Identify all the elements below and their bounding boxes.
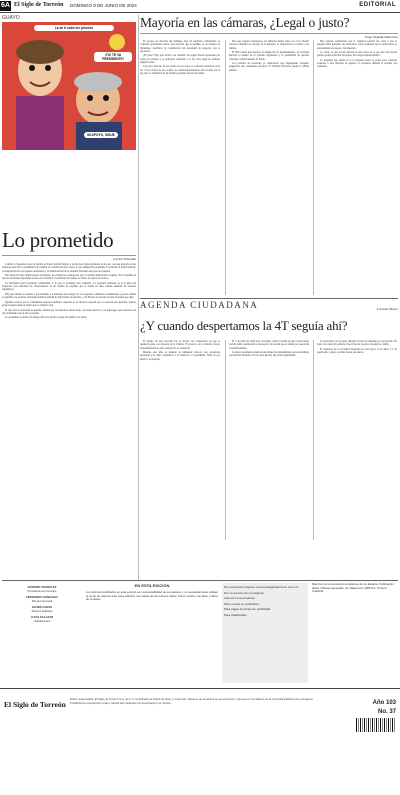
service-item: Por suscripción ingrese a www.elsiglodetorreon.com.mx [224,585,299,589]
issue-date: DOMINGO 9 DE JUNIO DE 2024 [70,3,137,8]
services-box [222,583,308,683]
service-item: Para pagar anuncios de publicidad [224,607,271,612]
paragraph: La oposición, por su parte, enfrenta la tarea de entender por qué perdió. No basta con culpar al gobierno: hace falta un proyecto alternativo creíble. [317,340,397,347]
paragraph: El 2 de junio de 2024 será recordado como la fecha en que el electorado decidió darle continuidad a un proyecto de nación que se define por oposición al neoliberalismo. [229,340,309,350]
issue-number: No. 37 [377,709,396,715]
article-column [229,340,309,540]
service-item: Por su servicio de mensajería [224,590,264,595]
article-title: Lo prometido [2,228,114,252]
section-divider [140,298,398,299]
column-divider [313,40,314,295]
contact-text: Miembro de la Asociación de Editores de los Estados. Publicación diaria. Oficinas generales: Av. Matamoros 1056 Pte. Torreón, Coahuila. [312,582,394,594]
service-item: Para ventas en publicidad [224,601,259,606]
contact-box [312,583,398,683]
paragraph: El reto para la oposición es enorme. Tendrá que reconstruirse desde abajo, con ideas nuevas y con liderazgos que conecten con una ciudadanía que le dio la espalda. [2,308,136,315]
paragraph: Con poco más del 54 por ciento de los votos, la coalición obtendría cerca del 73 por ciento de los escaños. La sobrerrepresentación está acotada por la ley, pero la aritmética de las alianzas permite rebasar ese límite. [140,65,220,76]
section-divider [2,580,398,581]
speech-bubble: ¡TÚ! TE VA PRESIDENTE! [94,52,132,62]
paragraph: Cambió la Suprema Corte de Justicia el Poder Judicial llegará a la elección. Quien gobierna en el país, con una mayoría en las cámaras, tiene hoy la posibilidad de cambiar la Constitución para lograr lo que siempre ha prometido. La reforma al Poder Judicial, la desaparición de los órganos autónomos y la militarización de la Guardia Nacional son parte del paquete. [2,263,136,273]
service-item: Para clasificados [224,612,247,617]
article-title: Mayoría en las cámaras, ¿Legal o justo? [140,15,350,30]
paragraph: Para que existan contrapesos, las minorías deben tener voz. Si el diseño electoral amplifica la ventaja de la mayoría, la deliberación se reduce a un trámite. [229,40,309,50]
article-column [140,340,220,540]
page-number: 6A [1,2,10,9]
column-name: AGENDA CIUDADANA [140,300,259,310]
article-body [2,263,136,567]
article-column [317,40,397,295]
paragraph: Hay que tomarle la palabra a lo prometido. La iniciativa para elegir por voto popular a ministros, magistrados y jueces cambia el equilibrio de poderes. Sin independencia judicial no hay Estado de derecho, y sin Estado de derecho no hay inversión que dure. [2,292,136,300]
legal-text: Editor responsable: El Siglo de Torreón S.A. de C.V. Certificado de licitud de título y contenido. Reserva de derechos al uso exclusivo. Impreso en los talleres de la Compañía Editora de La Laguna. Prohibida la reproducción total o parcial del contenido sin autorización por escrito. [70,697,314,705]
paragraph: El INE tendrá que resolver la asignación de plurinominales. Su decisión marcará el rumbo de la próxima legislatura y la posibilidad de aprobar reformas constitucionales de fondo. [229,51,309,61]
newspaper-logo: El Siglo de Torreón [4,700,66,709]
note-text: Los artículos publicados en esta sección son responsabilidad de sus autores y no necesariamente reflejan el punto de vista de esta casa editorial. Las cartas de los lectores deben incluir nombre completo y datos de contacto. [86,590,218,602]
column-divider [313,340,314,540]
paragraph: Esta mayoría tiene implicaciones profundas: no existen los contrapesos que el sistema democrático requiere. En la medida en que las decisiones dependan de una sola voluntad, la rendición de cuentas se vuelve un ejercicio retórico. [2,274,136,281]
editorial-cartoon [2,22,136,150]
article-column [140,40,220,295]
article-byline: Carlos Elizondo [113,257,136,261]
paragraph: El proceso de elección del domingo dejó un resultado contundente: la coalición gobernante obtuvo una mayoría que le permite, en la Cámara de Diputados, modificar la Constitución sin necesidad de negociar con la oposición. [140,40,220,53]
paragraph: ¿Es justo? Hay que decirlo con claridad: las reglas fueron aprobadas por todos los partidos y se aplicaron conforme a la ley. Pero legal no siempre significa justo. [140,54,220,64]
staff-role: Presidente del Consejo [27,589,57,593]
paragraph: Durante seis años se anunció su inminente derrota. Los opositores apostaron a la crisis económica, a la violencia, a la pandemia. Nada de eso movió a la mayoría. [140,351,220,361]
volume-year: Año 103 [372,700,396,706]
speech-bubble: MI APOYO, SIGUE [84,132,118,138]
staff-name: FERNANDO GONZÁLEZ [25,595,58,599]
staff-name: LUCÍA SALAZAR [30,615,54,619]
staff-role: Subdirectora [34,619,50,623]
page-header [0,0,400,13]
section-name: EDITORIAL [359,2,396,8]
divider [2,255,136,256]
column-divider [138,15,139,580]
cartoonist-name: GUAYO [2,15,20,21]
paragraph: La Presidenta electa prometió continuidad. Y lo que se prometió será cumplido. La pregunta relevante es si el país está preparado para enfrentar las consecuencias de un cambio de régimen que se decide en unas cuantas semanas de sesiones legislativas. [2,281,136,292]
paragraph: Los partidos de oposición ya anunciaron que impugnarán cualquier asignación que consideren excesiva. El Tribunal Electoral tendrá la última palabra. [229,62,309,72]
editorial-note [86,583,218,683]
paper-name: El Siglo de Torreón [14,2,64,8]
column-divider [225,40,226,295]
column-divider [225,340,226,540]
article-byline: Jorge Zepeda Patterson [364,35,398,39]
paragraph: La pregunta que queda es si la mayoría usará su poder para construir acuerdos o para imponer su agenda. La respuesta definirá el sexenio que comienza. [317,58,397,69]
staff-name: JAVIER GARZA [31,605,53,609]
cartoon-illustration [2,22,136,150]
note-title: EN ESTA EDICIÓN [134,583,170,588]
paragraph: Quienes votaron por la continuidad esperan resultados. Quienes no lo hicieron esperan que se respeten sus derechos. Ambos grupos tienen razón en exigir que se cumpla la ley. [2,300,136,308]
divider [140,33,398,34]
speech-bubble: La de ti nube ser pinches [34,25,114,31]
staff-role: Director Editorial [31,609,53,613]
article-title: ¿Y cuando despertamos la 4T seguía ahí? [140,318,348,333]
barcode-icon [356,718,396,732]
paragraph: El triunfo de esta elección fue la tercera vez consecutiva en que la izquierda gana con mayoría en la Cámara. El proyecto de la llamada Cuarta Transformación no sólo sobrevivió: se consolidó. [140,340,220,350]
paragraph: La nueva presidenta tendrá en sus manos los instrumentos para profundizar las reformas iniciadas. El reto será hacerlo sin perder legitimidad. [229,351,309,358]
article-column [317,340,397,540]
paragraph: Hay quienes argumentan que la voluntad popular fue clara y que la mayoría debe gobernar sin obstáculos. Otros sostienen que la democracia es precisamente el respeto a las minorías. [317,40,397,50]
paragraph: Lo prometido es deuda. El tiempo dirá si la deuda se paga en beneficio de todos. [5,316,87,320]
staff-box [2,583,82,683]
staff-role: Director General [31,599,53,603]
staff-name: ANTONIO GONZÁLEZ [27,585,57,589]
article-column [229,40,309,295]
paragraph: El despertar de la sociedad mexicana no será igual al de antes. La 4T seguía ahí, y ahora con más fuerza que nunca. [317,347,397,355]
article-byline: Lorenzo Meyer [376,307,398,311]
service-item: Atención a suscriptores [224,596,256,601]
paragraph: Lo cierto es que el país entrará en una etapa en la que una sola fuerza política podrá reescribir las reglas. Eso exige responsabilidad. [317,51,397,58]
